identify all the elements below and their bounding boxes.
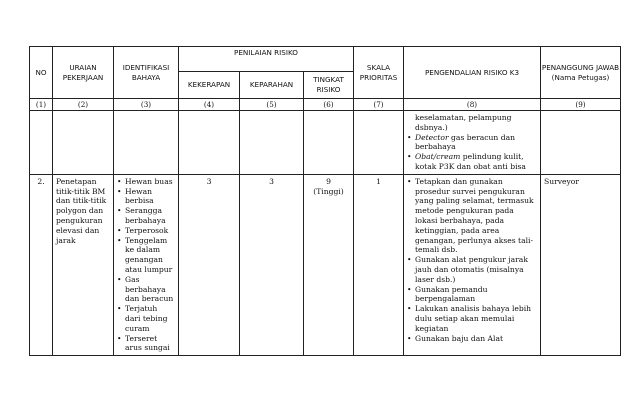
list-item: • Gunakan baju dan Alat (407, 334, 537, 344)
list-item: • Tetapkan dan gunakan prosedur survei pengukuran yang paling selamat, termasuk metode pengukuran pada lokasi berbahaya, pada ketinggian, pada area genangan, perlunya akses tali-temali dsb. (407, 177, 537, 255)
header-tingkat: TINGKAT RISIKO (304, 72, 354, 99)
list-item: • Obat/cream pelindung kulit, kotak P3K dan obat anti bisa (407, 152, 537, 172)
row2-penanggung: Surveyor (541, 174, 621, 355)
col-num-6: (6) (304, 99, 354, 111)
list-item: • Detector gas beracun dan berbahaya (407, 133, 537, 153)
list-item: • Gunakan pemandu berpengalaman (407, 285, 537, 305)
row2-pengendalian-cell (404, 174, 541, 355)
header-penilaian-risiko: PENILAIAN RISIKO (179, 47, 354, 72)
column-number-row (30, 99, 621, 111)
col-num-4: (4) (179, 99, 240, 111)
row2-tingkat (304, 174, 354, 355)
list-item: • Serangga berbahaya (117, 206, 175, 226)
header-identifikasi: IDENTIFIKASI BAHAYA (114, 47, 179, 99)
col-num-2: (2) (53, 99, 114, 111)
list-item: • Gas berbahaya dan beracun (117, 275, 175, 304)
header-penanggung-title: PENANGGUNG JAWAB (541, 62, 620, 72)
header-keparahan: KEPARAHAN (240, 72, 304, 99)
header-uraian: URAIAN PEKERJAAN (53, 47, 114, 99)
header-kekerapan: KEKERAPAN (179, 72, 240, 99)
col-num-3: (3) (114, 99, 179, 111)
row2-kekerapan: 3 (179, 174, 240, 355)
list-item: • Terjatuh dari tebing curam (117, 304, 175, 333)
col-num-1: (1) (30, 99, 53, 111)
list-item: • Hewan berbisa (117, 187, 175, 207)
header-penanggung (541, 47, 621, 99)
header-no: NO (30, 47, 53, 99)
col-num-5: (5) (240, 99, 304, 111)
risk-table (29, 46, 621, 356)
list-item: • Terseret arus sungai (117, 334, 175, 354)
list-item: • Gunakan alat pengukur jarak jauh dan otomatis (misalnya laser dsb.) (407, 255, 537, 284)
table-row-continued (30, 111, 621, 175)
row2-skala: 1 (354, 174, 404, 355)
table-row-2 (30, 174, 621, 355)
header-pengendalian: PENGENDALIAN RISIKO K3 (404, 47, 541, 99)
list-item: • Tenggelam ke dalam genangan atau lumpur (117, 236, 175, 275)
col-num-9: (9) (541, 99, 621, 111)
row2-tingkat-label: (Tinggi) (313, 186, 344, 196)
row2-bahaya-cell (114, 174, 179, 355)
list-item: • Hewan buas (117, 177, 175, 187)
row2-keparahan: 3 (240, 174, 304, 355)
row2-tingkat-value: 9 (326, 176, 331, 186)
row2-uraian: Penetapan titik-titik BM dan titik-titik polygon dan pengukuran elevasi dan jarak (53, 174, 114, 355)
list-item: • Terperosok (117, 226, 175, 236)
continued-pengendalian-cell (404, 111, 541, 175)
header-nama-petugas: (Nama Petugas) (551, 72, 610, 82)
continued-text: keselamatan, pelampung dsbnya.) (415, 113, 512, 132)
row2-no: 2. (30, 174, 53, 355)
list-item: • Lakukan analisis bahaya lebih dulu setiap akan memulai kegiatan (407, 304, 537, 333)
col-num-8: (8) (404, 99, 541, 111)
header-skala: SKALA PRIORITAS (354, 47, 404, 99)
col-num-7: (7) (354, 99, 404, 111)
